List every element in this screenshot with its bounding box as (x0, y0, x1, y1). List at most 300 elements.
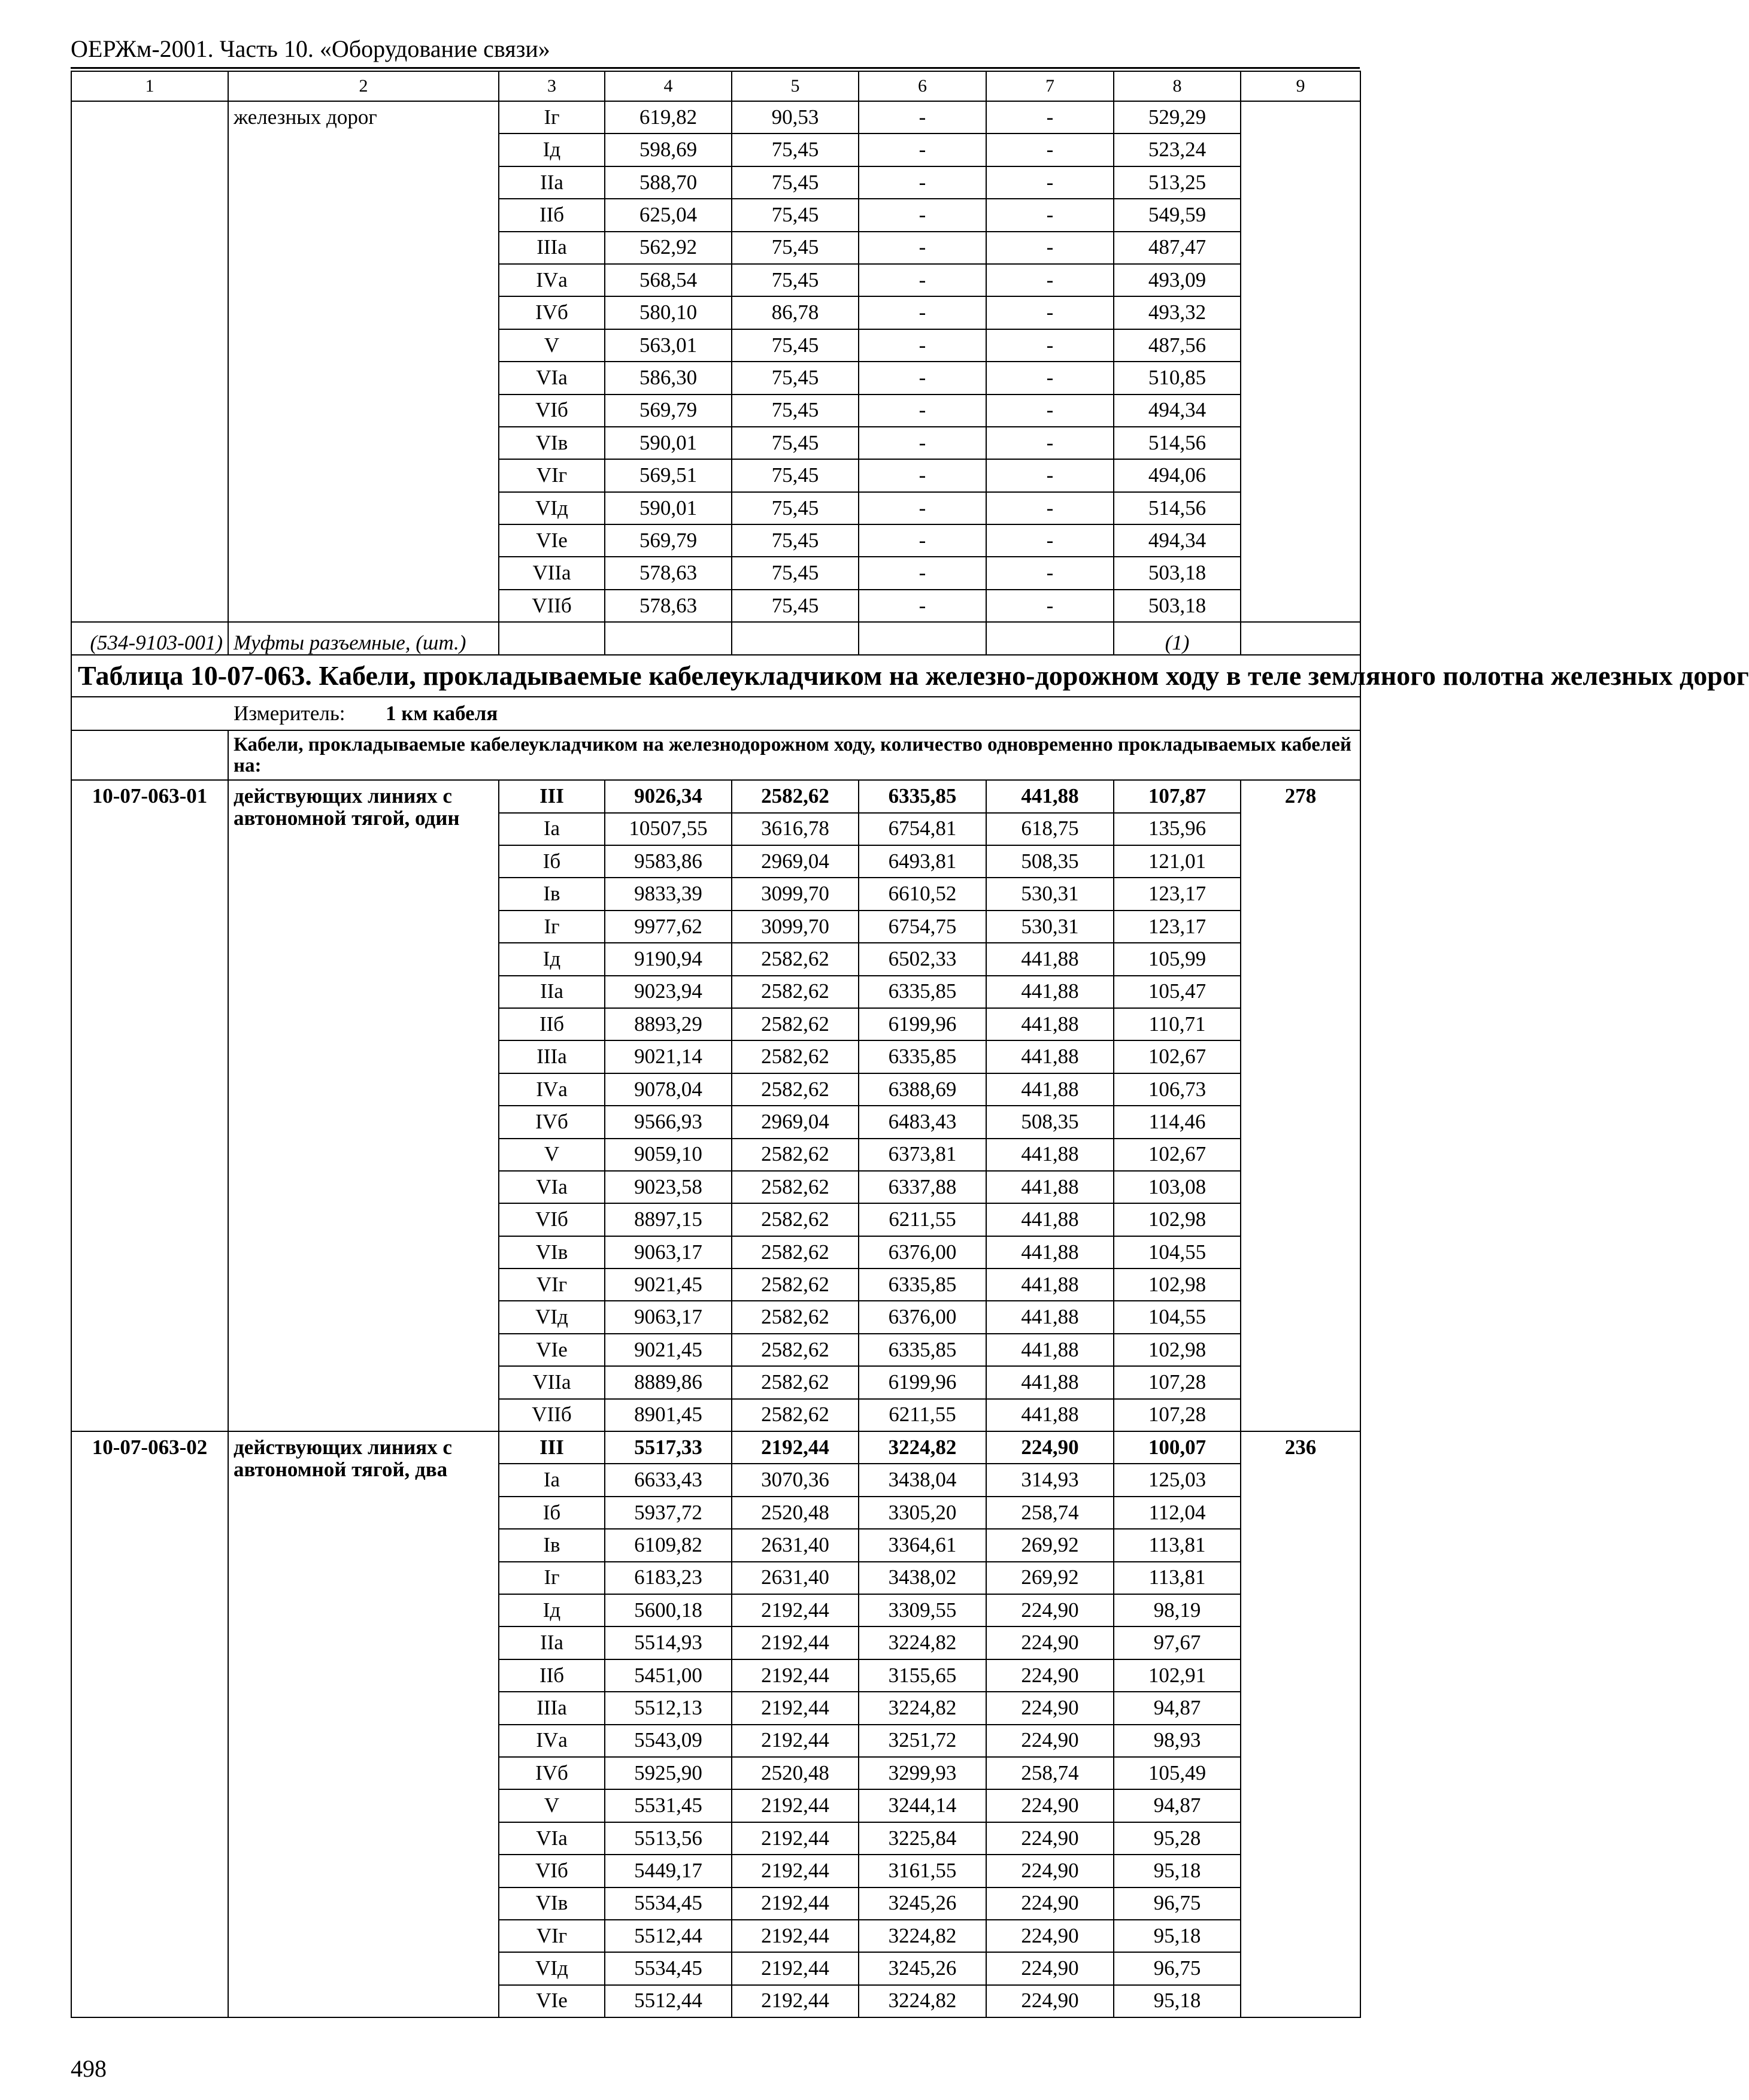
total-cell: 8893,29 (605, 1008, 732, 1040)
machines-cell: - (859, 101, 986, 133)
labor-cell: 2192,44 (732, 1887, 859, 1920)
labor-cell: 2582,62 (732, 780, 859, 812)
materials-cell: 102,98 (1114, 1269, 1241, 1301)
total-cell: 9190,94 (605, 943, 732, 975)
materials-cell: 529,29 (1114, 101, 1241, 133)
index-cell: IIа (499, 976, 605, 1008)
total-cell: 5534,45 (605, 1887, 732, 1920)
labor-cell: 75,45 (732, 557, 859, 589)
total-cell: 6183,23 (605, 1562, 732, 1594)
labor-cell: 2192,44 (732, 1985, 859, 2017)
machines-cell: - (859, 557, 986, 589)
table-row (71, 1431, 1360, 1464)
machines-cell: 3161,55 (859, 1855, 986, 1887)
machines-cell: 3245,26 (859, 1952, 986, 1984)
materials-cell: 107,28 (1114, 1366, 1241, 1398)
materials-cell: 104,55 (1114, 1236, 1241, 1269)
table-title: Таблица 10-07-063. Кабели, прокладываемые кабелеукладчиком на железно-дорожном ходу в теле земляного полотна железных дорог (71, 655, 1360, 697)
column-number: 7 (986, 71, 1114, 101)
table-title-row (71, 655, 1360, 697)
drivers-cell: 441,88 (986, 1203, 1114, 1236)
index-cell: VIб (499, 1855, 605, 1887)
labor-cell: 2582,62 (732, 1171, 859, 1203)
machines-cell: 3438,02 (859, 1562, 986, 1594)
total-cell: 588,70 (605, 166, 732, 199)
materials-cell: 112,04 (1114, 1497, 1241, 1529)
column-number: 9 (1241, 71, 1360, 101)
drivers-cell: 441,88 (986, 1236, 1114, 1269)
total-cell: 5937,72 (605, 1497, 732, 1529)
total-cell: 9063,17 (605, 1301, 732, 1333)
column-number-row (71, 71, 1360, 101)
drivers-cell: - (986, 296, 1114, 329)
total-cell: 586,30 (605, 362, 732, 394)
machines-cell: 6376,00 (859, 1236, 986, 1269)
group-row (71, 730, 1360, 780)
materials-cell: 494,06 (1114, 459, 1241, 491)
machines-cell: 6754,75 (859, 911, 986, 943)
index-cell: Iа (499, 813, 605, 845)
index-cell: IIIа (499, 1692, 605, 1724)
empty-cell (1241, 622, 1360, 654)
machines-cell: 6337,88 (859, 1171, 986, 1203)
materials-cell: 523,24 (1114, 133, 1241, 166)
materials-cell: 98,93 (1114, 1725, 1241, 1757)
page-number: 498 (71, 2055, 107, 2082)
drivers-cell: 224,90 (986, 1692, 1114, 1724)
total-cell: 590,01 (605, 427, 732, 459)
drivers-cell: - (986, 329, 1114, 362)
index-cell: Iб (499, 1497, 605, 1529)
index-cell: IIа (499, 166, 605, 199)
total-cell: 5534,45 (605, 1952, 732, 1984)
materials-cell: 105,99 (1114, 943, 1241, 975)
materials-cell: 110,71 (1114, 1008, 1241, 1040)
drivers-cell: 224,90 (986, 1659, 1114, 1692)
total-cell: 5531,45 (605, 1789, 732, 1822)
drivers-cell: 441,88 (986, 1334, 1114, 1366)
drivers-cell: 441,88 (986, 943, 1114, 975)
total-cell: 5517,33 (605, 1431, 732, 1464)
labor-cell: 2192,44 (732, 1789, 859, 1822)
machines-cell: 6388,69 (859, 1073, 986, 1106)
description-cell: железных дорог (228, 101, 499, 622)
labor-cell: 2192,44 (732, 1952, 859, 1984)
labor-cell: 3616,78 (732, 813, 859, 845)
drivers-cell: 258,74 (986, 1497, 1114, 1529)
index-cell: IIIа (499, 1040, 605, 1073)
drivers-cell: - (986, 459, 1114, 491)
column-number: 2 (228, 71, 499, 101)
machines-cell: - (859, 459, 986, 491)
labor-cell: 2582,62 (732, 1008, 859, 1040)
index-cell: IVб (499, 296, 605, 329)
drivers-cell: 224,90 (986, 1887, 1114, 1920)
materials-cell: 123,17 (1114, 878, 1241, 910)
drivers-cell: 224,90 (986, 1431, 1114, 1464)
drivers-cell: - (986, 427, 1114, 459)
total-cell: 5600,18 (605, 1594, 732, 1626)
drivers-cell: - (986, 101, 1114, 133)
labor-cell: 2582,62 (732, 1366, 859, 1398)
item-code: 10-07-063-02 (71, 1431, 228, 2017)
total-cell: 6109,82 (605, 1529, 732, 1561)
drivers-cell: - (986, 492, 1114, 524)
machines-cell: 3224,82 (859, 1920, 986, 1952)
machines-cell: 6493,81 (859, 845, 986, 878)
materials-cell: 513,25 (1114, 166, 1241, 199)
index-cell: VIг (499, 1269, 605, 1301)
total-cell: 9566,93 (605, 1106, 732, 1138)
index-cell: IVб (499, 1106, 605, 1138)
index-cell: IIа (499, 1626, 605, 1659)
materials-cell: 95,28 (1114, 1822, 1241, 1855)
materials-cell: 102,67 (1114, 1040, 1241, 1073)
labor-cell: 75,45 (732, 166, 859, 199)
index-cell: VIIа (499, 1366, 605, 1398)
machines-cell: - (859, 264, 986, 296)
machines-cell: 6211,55 (859, 1203, 986, 1236)
materials-cell: 95,18 (1114, 1855, 1241, 1887)
index-cell: Iа (499, 1464, 605, 1496)
index-cell: Iг (499, 101, 605, 133)
machines-cell: 6335,85 (859, 1269, 986, 1301)
total-cell: 9026,34 (605, 780, 732, 812)
machines-cell: 6373,81 (859, 1139, 986, 1171)
index-cell: VIд (499, 1952, 605, 1984)
machines-cell: - (859, 492, 986, 524)
materials-cell: 114,46 (1114, 1106, 1241, 1138)
index-cell: VIв (499, 1236, 605, 1269)
labor-cell: 75,45 (732, 427, 859, 459)
drivers-cell: - (986, 590, 1114, 622)
machines-cell: 6754,81 (859, 813, 986, 845)
total-cell: 5513,56 (605, 1822, 732, 1855)
item-col9: 278 (1241, 780, 1360, 1431)
labor-cell: 2582,62 (732, 1139, 859, 1171)
machines-cell: 3244,14 (859, 1789, 986, 1822)
machines-cell: 6376,00 (859, 1301, 986, 1333)
labor-cell: 2192,44 (732, 1626, 859, 1659)
index-cell: V (499, 1789, 605, 1822)
index-cell: Iг (499, 1562, 605, 1594)
index-cell: IVа (499, 1073, 605, 1106)
index-cell: Iд (499, 133, 605, 166)
index-cell: Iб (499, 845, 605, 878)
drivers-cell: 224,90 (986, 1789, 1114, 1822)
drivers-cell: 441,88 (986, 1073, 1114, 1106)
machines-cell: 6335,85 (859, 1334, 986, 1366)
labor-cell: 2192,44 (732, 1822, 859, 1855)
materials-cell: 105,49 (1114, 1757, 1241, 1789)
machines-cell: 6211,55 (859, 1399, 986, 1431)
total-cell: 5514,93 (605, 1626, 732, 1659)
index-cell: VIг (499, 1920, 605, 1952)
materials-cell: 487,47 (1114, 232, 1241, 264)
labor-cell: 2192,44 (732, 1725, 859, 1757)
labor-cell: 3070,36 (732, 1464, 859, 1496)
materials-cell: 105,47 (1114, 976, 1241, 1008)
meter-label: Измеритель: (234, 701, 345, 725)
index-cell: VIа (499, 1822, 605, 1855)
drivers-cell: 224,90 (986, 1725, 1114, 1757)
labor-cell: 2582,62 (732, 1269, 859, 1301)
materials-cell: 113,81 (1114, 1562, 1241, 1594)
labor-cell: 2582,62 (732, 1399, 859, 1431)
empty-cell (732, 622, 859, 654)
index-cell: VIе (499, 1334, 605, 1366)
index-cell: VIа (499, 362, 605, 394)
labor-cell: 75,45 (732, 459, 859, 491)
note-cell (1241, 101, 1360, 622)
index-cell: VIг (499, 459, 605, 491)
table-row (71, 101, 1360, 133)
machines-cell: 6335,85 (859, 976, 986, 1008)
machines-cell: 6335,85 (859, 780, 986, 812)
machines-cell: 6483,43 (859, 1106, 986, 1138)
total-cell: 578,63 (605, 557, 732, 589)
machines-cell: - (859, 232, 986, 264)
labor-cell: 2582,62 (732, 1073, 859, 1106)
header-rule (71, 67, 1360, 69)
machines-cell: 6610,52 (859, 878, 986, 910)
item-description: действующих линиях с автономной тягой, два (228, 1431, 499, 2017)
labor-cell: 75,45 (732, 492, 859, 524)
total-cell: 8897,15 (605, 1203, 732, 1236)
labor-cell: 2582,62 (732, 1040, 859, 1073)
labor-cell: 75,45 (732, 362, 859, 394)
drivers-cell: - (986, 133, 1114, 166)
materials-cell: 514,56 (1114, 492, 1241, 524)
drivers-cell: 530,31 (986, 878, 1114, 910)
index-cell: III (499, 1431, 605, 1464)
materials-cell: 125,03 (1114, 1464, 1241, 1496)
drivers-cell: 441,88 (986, 1399, 1114, 1431)
drivers-cell: - (986, 232, 1114, 264)
machines-cell: - (859, 199, 986, 231)
index-cell: IIб (499, 1008, 605, 1040)
total-cell: 562,92 (605, 232, 732, 264)
materials-cell: 121,01 (1114, 845, 1241, 878)
drivers-cell: 530,31 (986, 911, 1114, 943)
labor-cell: 75,45 (732, 329, 859, 362)
index-cell: VIб (499, 394, 605, 427)
machines-cell: 3305,20 (859, 1497, 986, 1529)
materials-cell: 102,91 (1114, 1659, 1241, 1692)
drivers-cell: 314,93 (986, 1464, 1114, 1496)
group-text: Кабели, прокладываемые кабелеукладчиком на железнодорожном ходу, количество одновременно прокладываемых кабелей на: (228, 730, 1360, 780)
labor-cell: 75,45 (732, 590, 859, 622)
labor-cell: 86,78 (732, 296, 859, 329)
labor-cell: 75,45 (732, 394, 859, 427)
drivers-cell: 258,74 (986, 1757, 1114, 1789)
labor-cell: 2192,44 (732, 1692, 859, 1724)
labor-cell: 2969,04 (732, 845, 859, 878)
labor-cell: 2192,44 (732, 1920, 859, 1952)
total-cell: 9063,17 (605, 1236, 732, 1269)
index-cell: VIб (499, 1203, 605, 1236)
machines-cell: 3224,82 (859, 1626, 986, 1659)
labor-cell: 75,45 (732, 524, 859, 557)
total-cell: 569,79 (605, 394, 732, 427)
drivers-cell: 224,90 (986, 1626, 1114, 1659)
total-cell: 625,04 (605, 199, 732, 231)
machines-cell: - (859, 166, 986, 199)
materials-cell: 123,17 (1114, 911, 1241, 943)
labor-cell: 2969,04 (732, 1106, 859, 1138)
index-cell: VIIб (499, 1399, 605, 1431)
index-cell: VIIа (499, 557, 605, 589)
resource-row (71, 622, 1360, 654)
resource-qty: (1) (1114, 622, 1241, 654)
table-body (71, 71, 1749, 2017)
total-cell: 5512,13 (605, 1692, 732, 1724)
machines-cell: 3225,84 (859, 1822, 986, 1855)
machines-cell: 3224,82 (859, 1692, 986, 1724)
machines-cell: 6335,85 (859, 1040, 986, 1073)
item-col9: 236 (1241, 1431, 1360, 2017)
drivers-cell: - (986, 394, 1114, 427)
drivers-cell: 269,92 (986, 1529, 1114, 1561)
page-header: ОЕРЖм-2001. Часть 10. «Оборудование связи» (71, 35, 550, 62)
rates-table (71, 71, 1749, 2018)
index-cell: III (499, 780, 605, 812)
total-cell: 9023,58 (605, 1171, 732, 1203)
total-cell: 9059,10 (605, 1139, 732, 1171)
machines-cell: - (859, 362, 986, 394)
machines-cell: - (859, 524, 986, 557)
column-number: 3 (499, 71, 605, 101)
materials-cell: 96,75 (1114, 1952, 1241, 1984)
materials-cell: 514,56 (1114, 427, 1241, 459)
materials-cell: 98,19 (1114, 1594, 1241, 1626)
drivers-cell: 224,90 (986, 1920, 1114, 1952)
materials-cell: 107,87 (1114, 780, 1241, 812)
machines-cell: 3364,61 (859, 1529, 986, 1561)
total-cell: 578,63 (605, 590, 732, 622)
labor-cell: 90,53 (732, 101, 859, 133)
total-cell: 563,01 (605, 329, 732, 362)
labor-cell: 2631,40 (732, 1562, 859, 1594)
drivers-cell: 224,90 (986, 1985, 1114, 2017)
labor-cell: 75,45 (732, 264, 859, 296)
total-cell: 9021,14 (605, 1040, 732, 1073)
machines-cell: - (859, 296, 986, 329)
index-cell: Iв (499, 878, 605, 910)
total-cell: 8889,86 (605, 1366, 732, 1398)
machines-cell: 3299,93 (859, 1757, 986, 1789)
empty-cell (986, 622, 1114, 654)
materials-cell: 96,75 (1114, 1887, 1241, 1920)
drivers-cell: 224,90 (986, 1855, 1114, 1887)
total-cell: 9977,62 (605, 911, 732, 943)
index-cell: VIе (499, 524, 605, 557)
item-description: действующих линиях с автономной тягой, один (228, 780, 499, 1431)
materials-cell: 95,18 (1114, 1985, 1241, 2017)
machines-cell: 3309,55 (859, 1594, 986, 1626)
index-cell: IVа (499, 1725, 605, 1757)
total-cell: 10507,55 (605, 813, 732, 845)
index-cell: Iд (499, 943, 605, 975)
machines-cell: - (859, 427, 986, 459)
total-cell: 580,10 (605, 296, 732, 329)
drivers-cell: - (986, 199, 1114, 231)
index-cell: V (499, 1139, 605, 1171)
labor-cell: 2192,44 (732, 1855, 859, 1887)
machines-cell: - (859, 133, 986, 166)
labor-cell: 75,45 (732, 199, 859, 231)
materials-cell: 94,87 (1114, 1692, 1241, 1724)
materials-cell: 549,59 (1114, 199, 1241, 231)
labor-cell: 2582,62 (732, 1236, 859, 1269)
materials-cell: 493,32 (1114, 296, 1241, 329)
machines-cell: 6502,33 (859, 943, 986, 975)
index-cell: Iв (499, 1529, 605, 1561)
total-cell: 5543,09 (605, 1725, 732, 1757)
index-cell: Iд (499, 1594, 605, 1626)
labor-cell: 2582,62 (732, 1203, 859, 1236)
drivers-cell: - (986, 524, 1114, 557)
labor-cell: 2520,48 (732, 1497, 859, 1529)
drivers-cell: 224,90 (986, 1952, 1114, 1984)
drivers-cell: 441,88 (986, 1269, 1114, 1301)
column-number: 8 (1114, 71, 1241, 101)
materials-cell: 100,07 (1114, 1431, 1241, 1464)
total-cell: 6633,43 (605, 1464, 732, 1496)
empty-cell (859, 622, 986, 654)
index-cell: Iг (499, 911, 605, 943)
total-cell: 5925,90 (605, 1757, 732, 1789)
drivers-cell: 269,92 (986, 1562, 1114, 1594)
labor-cell: 2192,44 (732, 1431, 859, 1464)
group-code-cell (71, 730, 228, 780)
materials-cell: 510,85 (1114, 362, 1241, 394)
labor-cell: 3099,70 (732, 878, 859, 910)
machines-cell: - (859, 394, 986, 427)
drivers-cell: 224,90 (986, 1822, 1114, 1855)
total-cell: 598,69 (605, 133, 732, 166)
materials-cell: 503,18 (1114, 590, 1241, 622)
meter-row (71, 697, 1360, 730)
drivers-cell: 441,88 (986, 1040, 1114, 1073)
total-cell: 9023,94 (605, 976, 732, 1008)
labor-cell: 2192,44 (732, 1659, 859, 1692)
materials-cell: 104,55 (1114, 1301, 1241, 1333)
empty-cell (499, 622, 605, 654)
resource-code: (534-9103-001) (71, 622, 228, 654)
total-cell: 9021,45 (605, 1334, 732, 1366)
index-cell: IVа (499, 264, 605, 296)
column-number: 5 (732, 71, 859, 101)
total-cell: 619,82 (605, 101, 732, 133)
index-cell: VIд (499, 1301, 605, 1333)
labor-cell: 2582,62 (732, 1334, 859, 1366)
labor-cell: 2582,62 (732, 976, 859, 1008)
drivers-cell: 441,88 (986, 1366, 1114, 1398)
total-cell: 9078,04 (605, 1073, 732, 1106)
index-cell: IVб (499, 1757, 605, 1789)
total-cell: 5512,44 (605, 1920, 732, 1952)
drivers-cell: - (986, 264, 1114, 296)
materials-cell: 103,08 (1114, 1171, 1241, 1203)
index-cell: VIе (499, 1985, 605, 2017)
table-row (71, 780, 1360, 812)
materials-cell: 102,98 (1114, 1203, 1241, 1236)
total-cell: 5451,00 (605, 1659, 732, 1692)
materials-cell: 494,34 (1114, 394, 1241, 427)
labor-cell: 2192,44 (732, 1594, 859, 1626)
drivers-cell: 618,75 (986, 813, 1114, 845)
